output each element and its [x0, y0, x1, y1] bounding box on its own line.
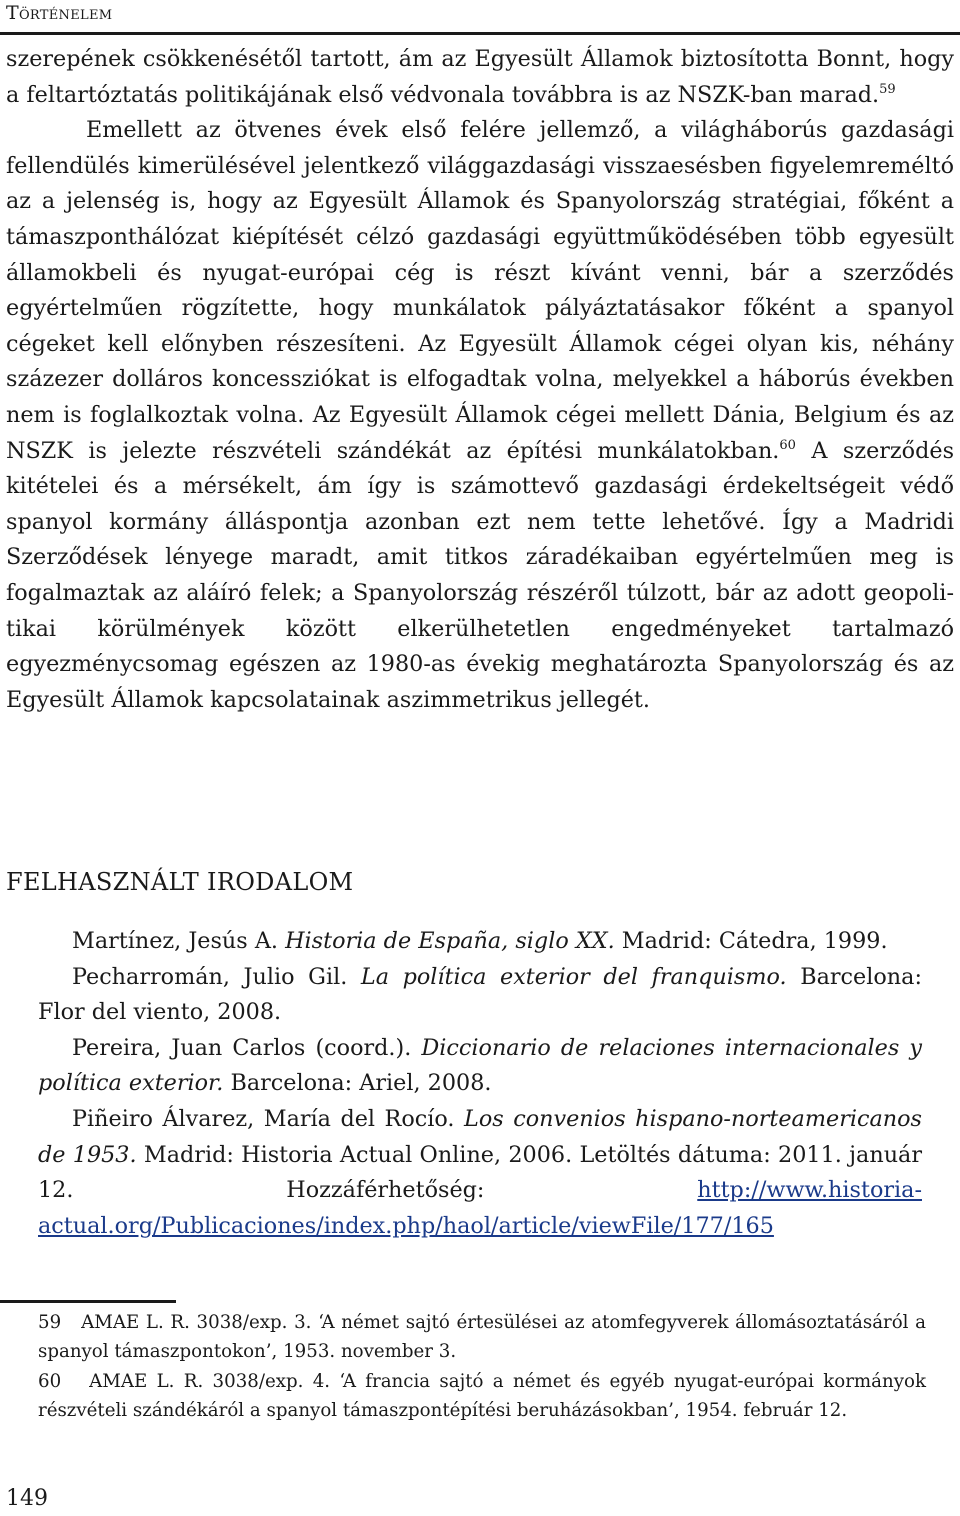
- footnote-text: AMAE L. R. 3038/exp. 4. ‘A francia sajtó a német és egyéb nyugat-európai kormányok részvételi szándékáról a spanyol támaszpontépítési beruházásokban’, 1954. február 12.: [38, 1370, 926, 1421]
- reference-item: [38, 1102, 922, 1244]
- header-rule: [0, 32, 960, 35]
- reference-publisher: Madrid: Cátedra, 1999.: [621, 928, 888, 954]
- reference-publisher: Madrid: Historia Actual Online, 2006. Letöltés dátuma: 2011. január 12. Hozzáférhetőség:: [38, 1141, 923, 1204]
- running-header: Történelem: [6, 2, 113, 24]
- reference-title: La política exterior del franquismo.: [360, 963, 787, 990]
- reference-item: [38, 960, 922, 1031]
- reference-publisher: Barcelona: Ariel, 2008.: [230, 1070, 492, 1097]
- reference-publisher: Barcelona: Flor del viento, 2008.: [38, 963, 922, 1026]
- paragraph-text: A szerződés kitételei és a mérsékelt, ám így is számottevő gazdasági érdekeltségeit védő spanyol kormány álláspontja azonban ezt nem tette lehetővé. Így a Madridi Szerződések lényege maradt, amit titkos záradékaiban egyértelműen meg is fogalmaztak az aláíró felek; a Spanyolország részéről túlzott, bár az adott geopolitikai körülmények között elkerülhetetlen engedményeket tartalmazó egyezménycsomag egészen az 1980-as évekig meghatározta Spanyolország és az Egyesült Államok kapcsolatainak aszimmetrikus jellegét.: [6, 437, 955, 713]
- reference-author: Pecharromán, Julio Gil.: [72, 963, 348, 990]
- footnote-ref[interactable]: 59: [879, 81, 896, 97]
- page-number: 149: [6, 1486, 48, 1511]
- footnote-number: 59: [38, 1312, 62, 1333]
- reference-author: Pereira, Juan Carlos (coord.).: [72, 1034, 412, 1061]
- reference-title: Los convenios hispano-norteamericanos de 1953.: [38, 1105, 922, 1168]
- reference-title: Diccionario de relaciones internacionales y política exterior.: [38, 1034, 922, 1097]
- reference-link[interactable]: http://www.historia-actual.org/Publicaciones/index.php/haol/article/viewFile/177/165: [38, 1177, 922, 1239]
- footnote-text: AMAE L. R. 3038/exp. 3. ‘A német sajtó értesülései az atomfegyverek állomásoztatásáról a spanyol támaszpontokon’, 1953. november 3.: [38, 1312, 926, 1363]
- section-title: FELHASZNÁLT IRODALOM: [6, 868, 354, 896]
- footnote-rule: [0, 1300, 176, 1303]
- reference-author: Piñeiro Álvarez, María del Rocío.: [72, 1105, 455, 1132]
- paragraph: [6, 42, 954, 113]
- paragraph-text: szerepének csökkenésétől tartott, ám az Egyesült Államok biztosította Bonnt, hogy a feltartóztatás politikájának első védvonala továbbra is az NSZK-ban marad.: [6, 46, 954, 108]
- footnote: [38, 1367, 926, 1426]
- footnotes: [38, 1308, 926, 1425]
- body-text: [6, 42, 954, 718]
- paragraph-text: Emellett az ötvenes évek első felére jellemző, a világháborús gazdasági fellendülés kimerülésével jelentkező világgazdasági visszaesésben figyelemreméltó az a jelenség is, hogy az Egyesült Államok és Spanyolország stratégiai, főként a támaszponthálózat kiépítését célzó gazdasági együttműködésében több egyesült államokbeli és nyugat-európai cég is részt kívánt venni, bár a szerződés egyértelműen rögzítette, hogy munkálatok pályáztatásakor főként a spanyol cégeket kell előnyben részesíteni. Az Egyesült Államok cégei olyan kis, néhány százezer dolláros koncessziókat is elfogadtak volna, melyekkel a háborús években nem is foglalkoztak volna. Az Egyesült Államok cégei mellett Dánia, Belgium és az NSZK is jelezte részvételi szándékát az építési munkálatokban.: [6, 117, 954, 464]
- paragraph: [6, 113, 954, 718]
- footnote-number: 60: [38, 1370, 62, 1392]
- footnote: [38, 1308, 926, 1367]
- reference-item: [38, 1031, 922, 1102]
- footnote-ref[interactable]: 60: [779, 437, 796, 453]
- reference-list: [38, 924, 922, 1244]
- reference-author: Martínez, Jesús A.: [72, 928, 279, 954]
- reference-item: [38, 924, 922, 960]
- reference-title: Historia de España, siglo XX.: [285, 928, 615, 954]
